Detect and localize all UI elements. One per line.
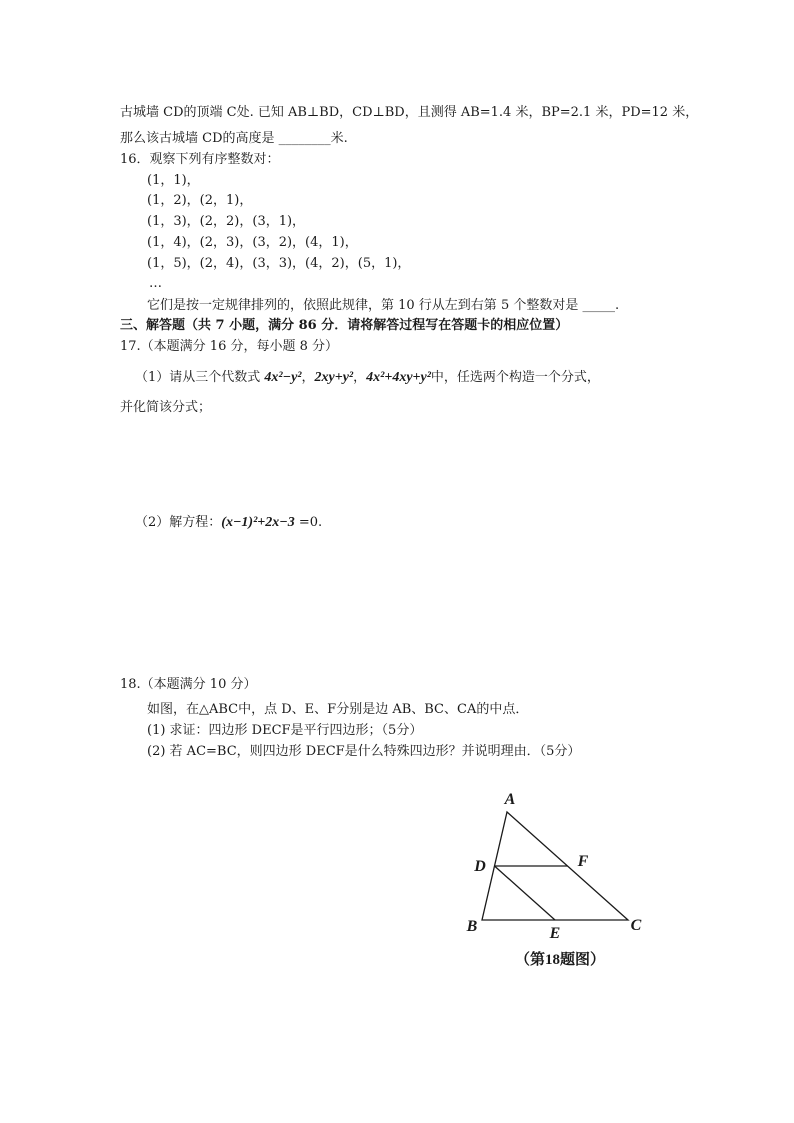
problem18-q2: (2) 若 AC=BC，则四边形 DECF是什么特殊四边形？并说明理由．（5分）: [147, 744, 581, 759]
part1-suffix: 中，任选两个构造一个分式，: [430, 370, 600, 385]
problem17-part2: [135, 515, 322, 531]
separator-1: ，: [301, 370, 315, 385]
problem16-title: 16．观察下列有序整数对：: [120, 152, 280, 167]
label-e: E: [549, 925, 561, 942]
label-c: C: [630, 917, 642, 934]
equation-expression: (x−1)²+2x−3: [221, 515, 295, 530]
figure-caption: （第18题图）: [514, 952, 606, 968]
separator-2: ，: [353, 370, 367, 385]
section3-heading: 三、解答题（共 7 小题，满分 86 分．请将解答过程写在答题卡的相应位置）: [120, 318, 569, 333]
problem17-part1: [135, 370, 600, 386]
pair-row-1: (1，1)，: [147, 173, 200, 188]
label-d: D: [474, 858, 486, 875]
problem17-part1-line2: 并化简该分式；: [120, 400, 212, 415]
problem15-line1: 古城墙 CD的顶端 C处. 已知 AB⊥BD，CD⊥BD，且测得 AB=1.4 米，BP=2.1 米，PD=12 米，: [120, 105, 699, 120]
problem18-intro: 如图，在△ABC中，点 D、E、F分别是边 AB、BC、CA的中点．: [147, 702, 529, 717]
triangle-figure: [460, 785, 660, 975]
label-f: F: [577, 853, 589, 870]
segment-de: [495, 866, 556, 920]
part2-suffix: =0.: [294, 515, 323, 530]
label-b: B: [466, 918, 478, 935]
pair-row-4: (1，4)，(2，3)，(3，2)，(4，1)，: [147, 235, 358, 250]
problem18-title: 18.（本题满分 10 分）: [120, 677, 257, 692]
problem16-question: 它们是按一定规律排列的，依照此规律，第 10 行从左到右第 5 个整数对是 _____.: [147, 298, 620, 313]
expression-1: 4x²−y²: [264, 370, 302, 385]
expression-3: 4x²+4xy+y²: [366, 370, 431, 385]
expression-2: 2xy+y²: [314, 370, 354, 385]
problem17-title: 17.（本题满分 16 分，每小题 8 分）: [120, 339, 339, 354]
pair-row-5: (1，5)，(2，4)，(3，3)，(4，2)，(5，1)，: [147, 256, 411, 271]
label-a: A: [504, 791, 516, 808]
pair-ellipsis: …: [149, 276, 162, 291]
part1-prefix: （1）请从三个代数式: [135, 370, 265, 385]
problem15-line2: 那么该古城墙 CD的高度是 ________米.: [120, 131, 348, 146]
problem18-q1: (1) 求证：四边形 DECF是平行四边形；（5分）: [147, 723, 423, 738]
part2-prefix: （2）解方程：: [135, 515, 222, 530]
pair-row-3: (1，3)，(2，2)，(3，1)，: [147, 214, 306, 229]
pair-row-2: (1，2)，(2，1)，: [147, 193, 253, 208]
